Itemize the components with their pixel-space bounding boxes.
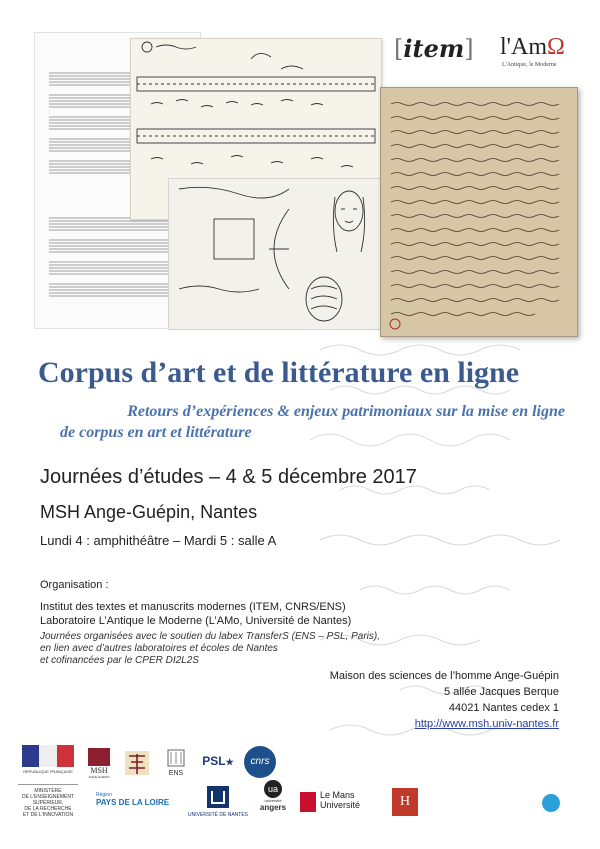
republique-francaise-logo: [22, 745, 74, 774]
ens-logo: [164, 746, 188, 777]
organisation-line: Institut des textes et manuscrits modernes (ITEM, CNRS/ENS): [40, 601, 346, 613]
address-line: 44021 Nantes cedex 1: [448, 702, 559, 714]
amo-logo-omega: Ω: [547, 34, 565, 60]
organisation-note: en lien avec d’autres laboratoires et écoles de Nantes: [40, 643, 278, 654]
cnrs-logo: cnrs: [244, 746, 276, 778]
circular-badge-icon: [542, 794, 560, 812]
subtitle-line: Retours d’expériences & enjeux patrimoniaux sur la mise en ligne: [127, 403, 565, 420]
ministere-logo: [18, 784, 78, 818]
republique-label: RÉPUBLIQUE FRANÇAISE: [23, 769, 73, 774]
le-mans-line: Université: [320, 800, 361, 810]
ministere-line: SUPÉRIEUR,: [32, 800, 64, 806]
ua-small-label: université: [264, 798, 282, 803]
ministere-line: ET DE L'INNOVATION: [22, 812, 74, 818]
angers-label: angers: [259, 803, 287, 812]
event-place: MSH Ange-Guépin, Nantes: [40, 502, 258, 522]
partner-logos: [0, 740, 600, 840]
organisation-line: Laboratoire L’Antique le Moderne (L’AMo, Université de Nantes): [40, 615, 352, 627]
venue-address: [330, 668, 559, 732]
item-logo-text: item: [403, 34, 465, 63]
address-line: Maison des sciences de l’homme Ange-Guépin: [329, 670, 559, 682]
le-mans-line: Le Mans: [320, 790, 355, 800]
region-small-label: Région: [96, 792, 112, 798]
msh-logo: [84, 748, 114, 779]
ministere-line: DE LA RECHERCHE: [24, 806, 72, 812]
organisation-note: Journées organisées avec le soutien du labex TransferS (ENS – PSL, Paris),: [40, 631, 380, 642]
ua-mark: ua: [264, 780, 282, 798]
ministere-line: MINISTÈRE: [34, 788, 62, 794]
amo-logo-tagline: L'Antique, le Moderne: [502, 62, 557, 68]
hl-logo: H: [392, 788, 418, 816]
region-pays-de-la-loire-logo: [96, 792, 178, 807]
universite-de-nantes-logo: [186, 784, 250, 818]
organisation-heading: Organisation :: [40, 579, 109, 591]
item-logo: [394, 34, 474, 63]
psl-label: PSL: [202, 754, 226, 768]
page-title: Corpus d’art et de littérature en ligne: [38, 356, 520, 389]
item-logo-bracket-open: [: [394, 35, 404, 63]
labex-transfers-logo: [122, 748, 152, 778]
event-rooms: Lundi 4 : amphithéâtre – Mardi 5 : salle A: [40, 533, 277, 548]
amo-logo: [500, 34, 565, 68]
msh-logo-subtext: ANGE-GUÉPIN: [88, 775, 110, 779]
psl-logo: [198, 754, 238, 768]
ens-label: ENS: [168, 770, 184, 777]
handwritten-letter-image: [380, 87, 578, 337]
universite-angers-logo: [256, 780, 290, 812]
amo-logo-prefix: l'Am: [500, 34, 547, 60]
psl-star-icon: ★: [225, 757, 234, 767]
subtitle: [60, 401, 565, 443]
event-dates: Journées d’études – 4 & 5 décembre 2017: [40, 466, 417, 488]
subtitle-line: de corpus en art et littérature: [60, 424, 252, 441]
address-line: 5 allée Jacques Berque: [444, 686, 559, 698]
sketch-drawing-image: [168, 178, 385, 330]
website-link[interactable]: http://www.msh.univ-nantes.fr: [414, 718, 559, 730]
region-label: PAYS DE LA LOIRE: [96, 798, 170, 807]
msh-logo-text: MSH: [90, 766, 108, 775]
le-mans-universite-logo: [300, 790, 374, 810]
item-logo-bracket-close: ]: [464, 35, 474, 63]
ministere-line: DE L'ENSEIGNEMENT: [21, 794, 75, 800]
univ-nantes-label: UNIVERSITÉ DE NANTES: [187, 812, 248, 818]
msh-logo-mark: [88, 748, 110, 766]
organisation-note: et cofinancées par le CPER DI2L2S: [40, 655, 199, 666]
